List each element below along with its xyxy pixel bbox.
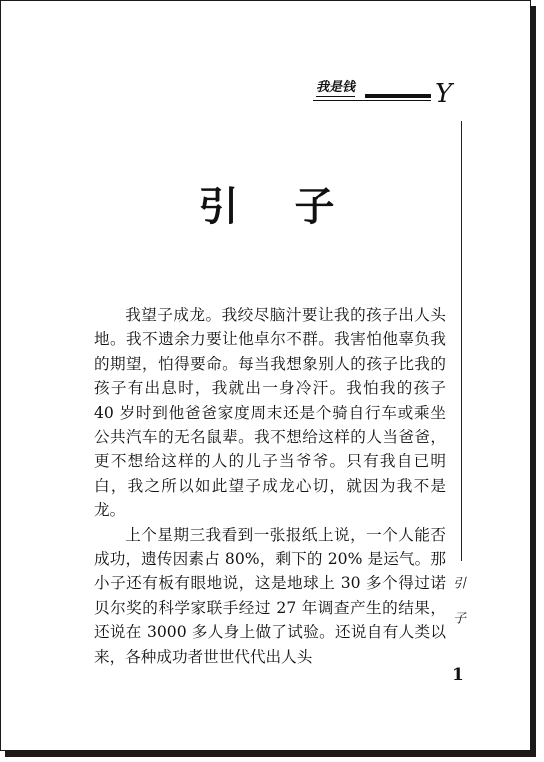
header-corner-mark: Y [435, 79, 453, 109]
header-rule-thin [313, 100, 431, 101]
margin-chapter-label: 引子 [450, 576, 465, 646]
paragraph: 我望子成龙。我绞尽脑汁要让我的孩子出人头地。我不遗余力要让他卓尔不群。我害怕他辜负我的期望，怕得要命。每当我想象别人的孩子比我的孩子有出息时，我就出一身冷汗。我怕我的孩子 40 岁时到他爸爸家度周末还是个骑自行车或乘坐公共汽车的无名鼠辈。我不想给这样的人当爸爸，更不想给这样的人的儿子当爷爷。只有我自已明白，我之所以如此望子成龙心切，就因为我不是龙。 [94, 306, 446, 520]
chapter-title: 引子 [198, 184, 391, 230]
page-number: 1 [452, 665, 464, 685]
paragraph: 上个星期三我看到一张报纸上说，一个人能否成功，遗传因素占 80%，剩下的 20% 是运气。那小子还有板有眼地说，这是地球上 30 多个得过诺贝尔奖的科学家联手经过 27 年调查产生的结果，还说在 3000 多人身上做了试验。还说自有人类以来，各种成功者世世代代出人头 [94, 525, 446, 666]
header-rule-thick [365, 94, 431, 98]
running-header-title: 我是钱 [316, 80, 356, 95]
body-text [94, 303, 446, 669]
